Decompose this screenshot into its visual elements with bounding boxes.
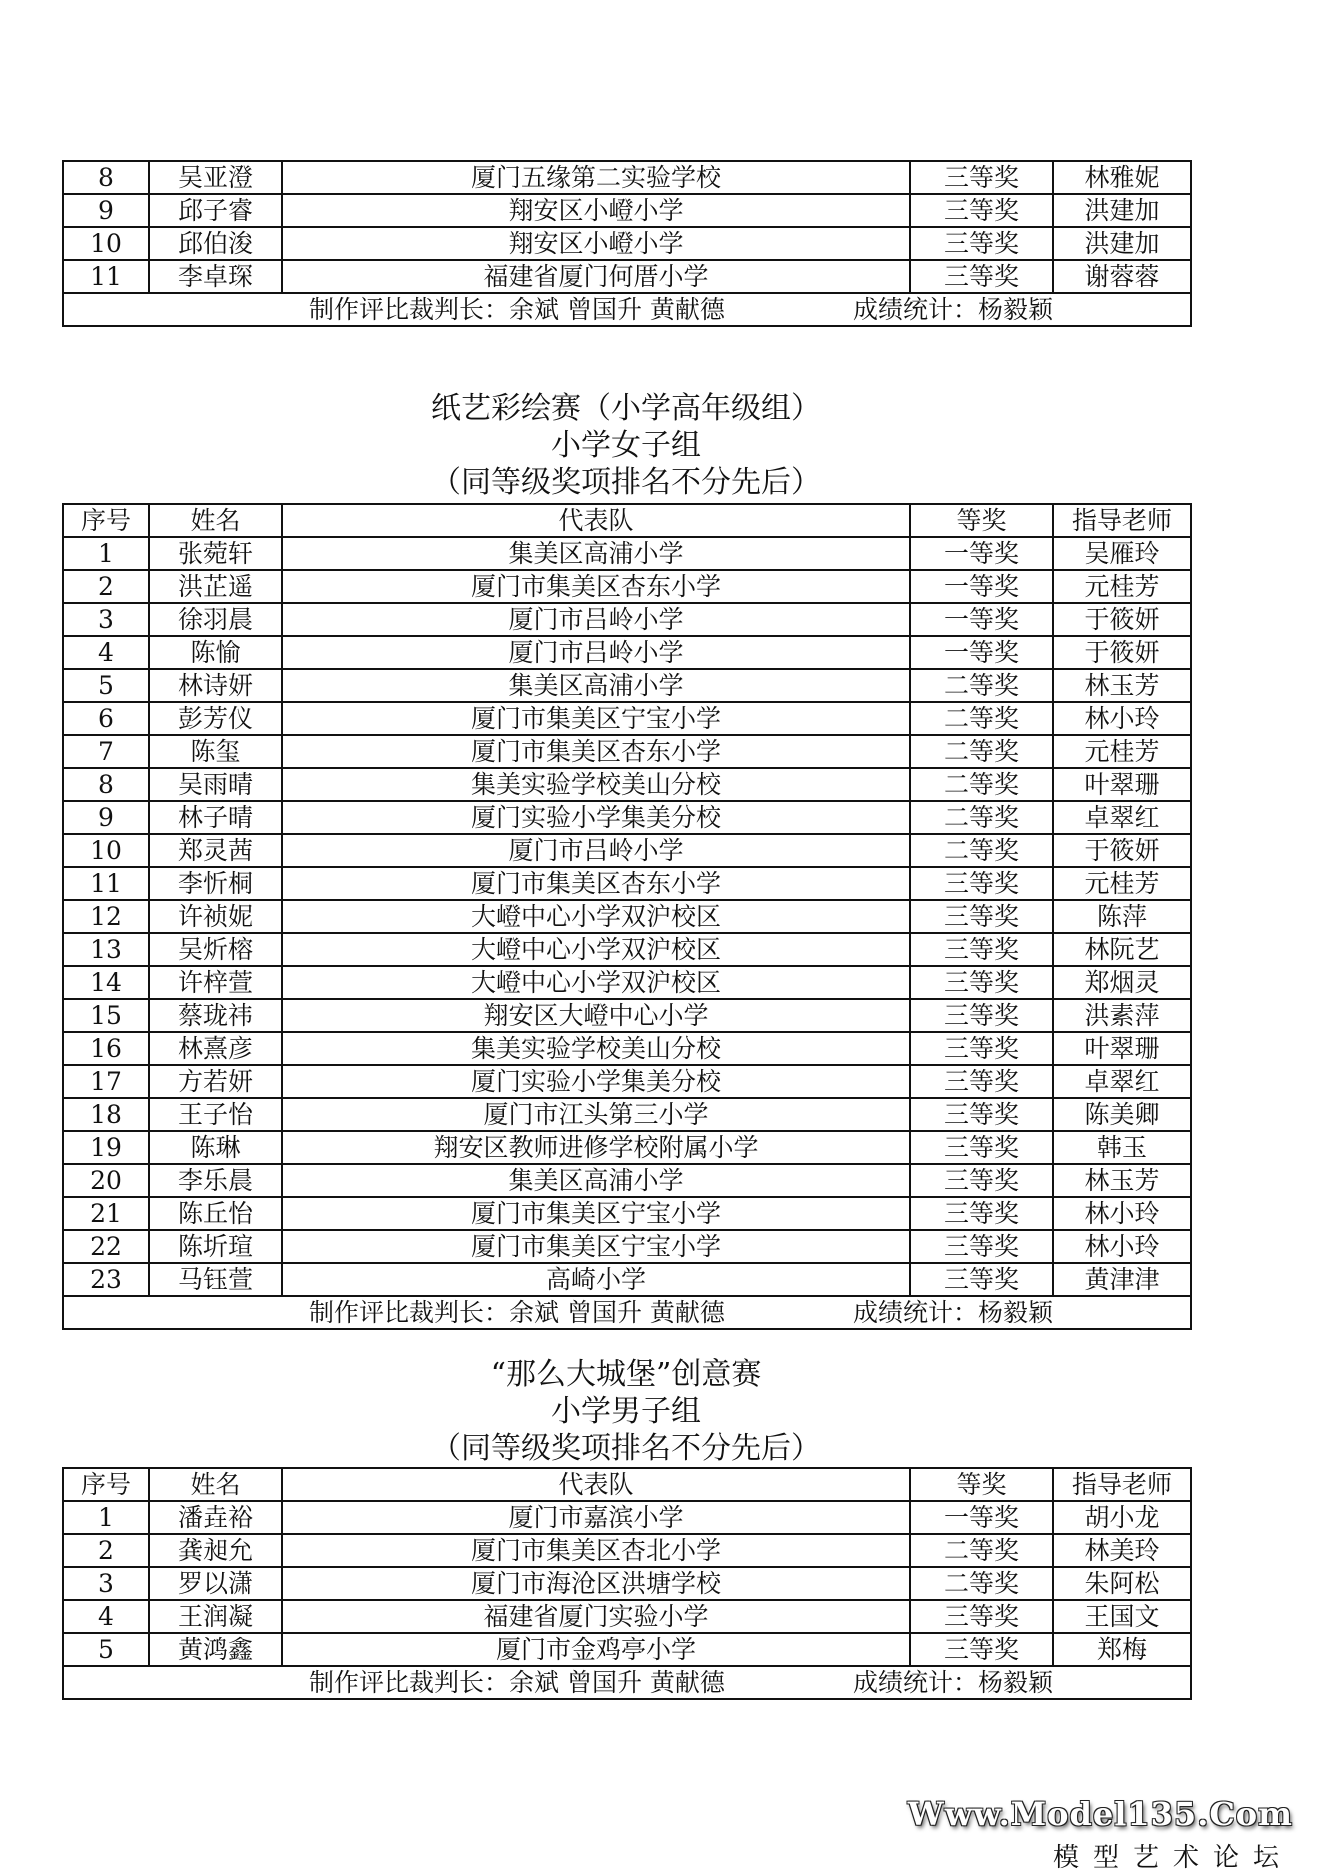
cell-award: 三等奖 (910, 933, 1053, 966)
table-row (63, 669, 1191, 702)
header-award: 等奖 (910, 504, 1053, 537)
cell-award: 三等奖 (910, 1032, 1053, 1065)
cell-team: 福建省厦门何厝小学 (282, 260, 910, 293)
cell-index: 15 (63, 999, 149, 1032)
table-row (63, 867, 1191, 900)
cell-award: 三等奖 (910, 227, 1053, 260)
cell-award: 三等奖 (910, 999, 1053, 1032)
table-row (63, 1197, 1191, 1230)
table-row (63, 161, 1191, 194)
cell-teacher: 于筱妍 (1053, 636, 1191, 669)
score-statistician: 成绩统计：杨毅颖 (852, 1298, 1053, 1327)
cell-team: 高崎小学 (282, 1263, 910, 1296)
watermark-text: 模型艺术论坛 (1052, 1843, 1293, 1873)
table-footer-row (63, 1296, 1191, 1329)
cell-index: 16 (63, 1032, 149, 1065)
cell-team: 大嶝中心小学双沪校区 (282, 966, 910, 999)
cell-name: 许梓萱 (149, 966, 282, 999)
cell-name: 邱伯浚 (149, 227, 282, 260)
cell-award: 三等奖 (910, 1263, 1053, 1296)
cell-award: 二等奖 (910, 768, 1053, 801)
table-row (63, 537, 1191, 570)
cell-name: 方若妍 (149, 1065, 282, 1098)
cell-team: 厦门市金鸡亭小学 (282, 1633, 910, 1666)
section-title: “那么大城堡”创意赛 (490, 1357, 762, 1392)
cell-index: 22 (63, 1230, 149, 1263)
cell-index: 10 (63, 227, 149, 260)
cell-team: 厦门实验小学集美分校 (282, 801, 910, 834)
table-row (63, 1501, 1191, 1534)
cell-teacher: 洪建加 (1053, 227, 1191, 260)
cell-teacher: 吴雁玲 (1053, 537, 1191, 570)
table-row (63, 260, 1191, 293)
cell-teacher: 元桂芳 (1053, 735, 1191, 768)
cell-teacher: 于筱妍 (1053, 603, 1191, 636)
cell-name: 陈琳 (149, 1131, 282, 1164)
cell-teacher: 黄津津 (1053, 1263, 1191, 1296)
header-team: 代表队 (282, 504, 910, 537)
cell-name: 张菀轩 (149, 537, 282, 570)
cell-teacher: 林美玲 (1053, 1534, 1191, 1567)
table-row (63, 1131, 1191, 1164)
cell-award: 三等奖 (910, 1131, 1053, 1164)
cell-award: 二等奖 (910, 834, 1053, 867)
cell-index: 5 (63, 669, 149, 702)
cell-award: 三等奖 (910, 161, 1053, 194)
cell-team: 厦门市集美区宁宝小学 (282, 1197, 910, 1230)
cell-name: 陈愉 (149, 636, 282, 669)
cell-team: 厦门市集美区宁宝小学 (282, 1230, 910, 1263)
referee-credit (63, 1666, 1191, 1699)
cell-index: 11 (63, 260, 149, 293)
table-row (63, 1633, 1191, 1666)
cell-teacher: 林小玲 (1053, 702, 1191, 735)
cell-teacher: 元桂芳 (1053, 570, 1191, 603)
cell-index: 8 (63, 768, 149, 801)
cell-index: 11 (63, 867, 149, 900)
cell-team: 福建省厦门实验小学 (282, 1600, 910, 1633)
cell-name: 吴炘榕 (149, 933, 282, 966)
cell-name: 王子怡 (149, 1098, 282, 1131)
section-note: （同等级奖项排名不分先后） (431, 1431, 821, 1466)
cell-team: 翔安区教师进修学校附属小学 (282, 1131, 910, 1164)
cell-index: 1 (63, 1501, 149, 1534)
cell-award: 三等奖 (910, 1197, 1053, 1230)
referee-credit (63, 293, 1191, 326)
cell-index: 7 (63, 735, 149, 768)
cell-name: 王润凝 (149, 1600, 282, 1633)
cell-teacher: 谢蓉蓉 (1053, 260, 1191, 293)
cell-teacher: 叶翠珊 (1053, 1032, 1191, 1065)
cell-team: 厦门实验小学集美分校 (282, 1065, 910, 1098)
cell-index: 9 (63, 801, 149, 834)
header-name: 姓名 (149, 504, 282, 537)
table-row (63, 1230, 1191, 1263)
cell-name: 蔡珑祎 (149, 999, 282, 1032)
table-row (63, 194, 1191, 227)
cell-teacher: 朱阿松 (1053, 1567, 1191, 1600)
cell-team: 厦门市嘉滨小学 (282, 1501, 910, 1534)
table-footer-row (63, 1666, 1191, 1699)
table-row (63, 603, 1191, 636)
section-group: 小学女子组 (551, 428, 701, 463)
cell-name: 李忻桐 (149, 867, 282, 900)
chief-judges: 制作评比裁判长：余斌 曾国升 黄献德 (309, 1298, 725, 1327)
table-row (63, 768, 1191, 801)
cell-name: 郑灵茜 (149, 834, 282, 867)
cell-teacher: 卓翠红 (1053, 801, 1191, 834)
table-row (63, 1567, 1191, 1600)
cell-teacher: 元桂芳 (1053, 867, 1191, 900)
site-watermark (908, 1795, 1293, 1874)
cell-index: 21 (63, 1197, 149, 1230)
cell-team: 厦门市集美区宁宝小学 (282, 702, 910, 735)
cell-index: 4 (63, 1600, 149, 1633)
cell-teacher: 于筱妍 (1053, 834, 1191, 867)
table-row (63, 999, 1191, 1032)
table-row (63, 570, 1191, 603)
cell-name: 林熹彦 (149, 1032, 282, 1065)
cell-index: 3 (63, 603, 149, 636)
cell-award: 二等奖 (910, 702, 1053, 735)
cell-teacher: 胡小龙 (1053, 1501, 1191, 1534)
score-statistician: 成绩统计：杨毅颖 (852, 295, 1053, 324)
cell-name: 吴雨晴 (149, 768, 282, 801)
cell-award: 三等奖 (910, 1633, 1053, 1666)
cell-index: 4 (63, 636, 149, 669)
watermark-url: Www.Model135.Com (907, 1795, 1293, 1833)
cell-award: 一等奖 (910, 636, 1053, 669)
cell-award: 二等奖 (910, 669, 1053, 702)
header-team: 代表队 (282, 1468, 910, 1501)
cell-name: 彭芳仪 (149, 702, 282, 735)
cell-teacher: 郑烟灵 (1053, 966, 1191, 999)
cell-team: 厦门市吕岭小学 (282, 636, 910, 669)
header-index: 序号 (63, 1468, 149, 1501)
referee-credit (63, 1296, 1191, 1329)
cell-team: 翔安区大嶝中心小学 (282, 999, 910, 1032)
cell-name: 潘垚裕 (149, 1501, 282, 1534)
cell-team: 翔安区小嶝小学 (282, 227, 910, 260)
cell-team: 厦门市江头第三小学 (282, 1098, 910, 1131)
table-row (63, 227, 1191, 260)
cell-award: 一等奖 (910, 1501, 1053, 1534)
cell-award: 二等奖 (910, 1567, 1053, 1600)
cell-team: 厦门市吕岭小学 (282, 834, 910, 867)
cell-teacher: 王国文 (1053, 1600, 1191, 1633)
cell-award: 三等奖 (910, 867, 1053, 900)
cell-name: 李卓琛 (149, 260, 282, 293)
cell-award: 三等奖 (910, 1600, 1053, 1633)
cell-name: 陈玺 (149, 735, 282, 768)
table-header-row (63, 1468, 1191, 1501)
table-row (63, 933, 1191, 966)
cell-award: 一等奖 (910, 603, 1053, 636)
cell-award: 三等奖 (910, 194, 1053, 227)
table-header-row (63, 504, 1191, 537)
header-index: 序号 (63, 504, 149, 537)
score-statistician: 成绩统计：杨毅颖 (852, 1668, 1053, 1697)
cell-name: 黄鸿鑫 (149, 1633, 282, 1666)
cell-name: 吴亚澄 (149, 161, 282, 194)
cell-name: 林子晴 (149, 801, 282, 834)
cell-team: 集美实验学校美山分校 (282, 768, 910, 801)
cell-team: 翔安区小嶝小学 (282, 194, 910, 227)
cell-index: 14 (63, 966, 149, 999)
cell-teacher: 卓翠红 (1053, 1065, 1191, 1098)
cell-teacher: 林小玲 (1053, 1230, 1191, 1263)
cell-index: 2 (63, 1534, 149, 1567)
cell-team: 大嶝中心小学双沪校区 (282, 900, 910, 933)
results-table-paper-painting (62, 503, 1192, 1330)
cell-index: 23 (63, 1263, 149, 1296)
table-row (63, 1263, 1191, 1296)
header-award: 等奖 (910, 1468, 1053, 1501)
cell-name: 陈圻瑄 (149, 1230, 282, 1263)
cell-teacher: 林雅妮 (1053, 161, 1191, 194)
table-footer-row (63, 293, 1191, 326)
cell-team: 集美实验学校美山分校 (282, 1032, 910, 1065)
table-row (63, 1534, 1191, 1567)
cell-index: 10 (63, 834, 149, 867)
cell-teacher: 林玉芳 (1053, 1164, 1191, 1197)
cell-award: 三等奖 (910, 966, 1053, 999)
cell-index: 18 (63, 1098, 149, 1131)
table-row (63, 1600, 1191, 1633)
cell-index: 2 (63, 570, 149, 603)
table-row (63, 1098, 1191, 1131)
cell-name: 徐羽晨 (149, 603, 282, 636)
cell-teacher: 叶翠珊 (1053, 768, 1191, 801)
cell-award: 三等奖 (910, 1098, 1053, 1131)
cell-team: 厦门市集美区杏东小学 (282, 735, 910, 768)
cell-award: 一等奖 (910, 537, 1053, 570)
table-row (63, 1164, 1191, 1197)
cell-index: 6 (63, 702, 149, 735)
cell-team: 集美区高浦小学 (282, 1164, 910, 1197)
cell-name: 马钰萱 (149, 1263, 282, 1296)
cell-index: 5 (63, 1633, 149, 1666)
cell-award: 三等奖 (910, 900, 1053, 933)
cell-name: 林诗妍 (149, 669, 282, 702)
cell-index: 19 (63, 1131, 149, 1164)
cell-name: 罗以潇 (149, 1567, 282, 1600)
cell-team: 集美区高浦小学 (282, 669, 910, 702)
header-teacher: 指导老师 (1053, 504, 1191, 537)
cell-teacher: 郑梅 (1053, 1633, 1191, 1666)
cell-award: 三等奖 (910, 1230, 1053, 1263)
chief-judges: 制作评比裁判长：余斌 曾国升 黄献德 (309, 1668, 725, 1697)
chief-judges: 制作评比裁判长：余斌 曾国升 黄献德 (309, 295, 725, 324)
cell-name: 洪芷遥 (149, 570, 282, 603)
cell-name: 龚昶允 (149, 1534, 282, 1567)
cell-teacher: 陈美卿 (1053, 1098, 1191, 1131)
cell-team: 厦门市吕岭小学 (282, 603, 910, 636)
cell-award: 二等奖 (910, 735, 1053, 768)
cell-team: 厦门市集美区杏东小学 (282, 570, 910, 603)
table-row (63, 735, 1191, 768)
table-row (63, 966, 1191, 999)
table-row (63, 834, 1191, 867)
cell-name: 李乐晨 (149, 1164, 282, 1197)
cell-teacher: 韩玉 (1053, 1131, 1191, 1164)
cell-index: 8 (63, 161, 149, 194)
table-row (63, 636, 1191, 669)
cell-index: 3 (63, 1567, 149, 1600)
cell-team: 厦门市海沧区洪塘学校 (282, 1567, 910, 1600)
cell-teacher: 林阮艺 (1053, 933, 1191, 966)
results-table-continued (62, 160, 1192, 327)
cell-award: 三等奖 (910, 260, 1053, 293)
cell-team: 大嶝中心小学双沪校区 (282, 933, 910, 966)
cell-index: 1 (63, 537, 149, 570)
cell-team: 集美区高浦小学 (282, 537, 910, 570)
cell-award: 二等奖 (910, 1534, 1053, 1567)
cell-index: 20 (63, 1164, 149, 1197)
section-group: 小学男子组 (551, 1394, 701, 1429)
results-table-castle-creative (62, 1467, 1192, 1700)
table-row (63, 900, 1191, 933)
cell-teacher: 林小玲 (1053, 1197, 1191, 1230)
section-note: （同等级奖项排名不分先后） (431, 465, 821, 500)
cell-index: 9 (63, 194, 149, 227)
cell-teacher: 陈萍 (1053, 900, 1191, 933)
header-teacher: 指导老师 (1053, 1468, 1191, 1501)
cell-team: 厦门市集美区杏东小学 (282, 867, 910, 900)
table-row (63, 702, 1191, 735)
cell-index: 17 (63, 1065, 149, 1098)
table-row (63, 1065, 1191, 1098)
table-row (63, 801, 1191, 834)
cell-name: 陈丘怡 (149, 1197, 282, 1230)
cell-name: 邱子睿 (149, 194, 282, 227)
table-row (63, 1032, 1191, 1065)
header-name: 姓名 (149, 1468, 282, 1501)
cell-award: 一等奖 (910, 570, 1053, 603)
cell-award: 二等奖 (910, 801, 1053, 834)
cell-award: 三等奖 (910, 1065, 1053, 1098)
cell-teacher: 洪建加 (1053, 194, 1191, 227)
cell-team: 厦门市集美区杏北小学 (282, 1534, 910, 1567)
cell-team: 厦门五缘第二实验学校 (282, 161, 910, 194)
section-title: 纸艺彩绘赛（小学高年级组） (431, 391, 821, 426)
cell-teacher: 洪素萍 (1053, 999, 1191, 1032)
cell-name: 许祯妮 (149, 900, 282, 933)
cell-teacher: 林玉芳 (1053, 669, 1191, 702)
cell-index: 12 (63, 900, 149, 933)
cell-award: 三等奖 (910, 1164, 1053, 1197)
cell-index: 13 (63, 933, 149, 966)
